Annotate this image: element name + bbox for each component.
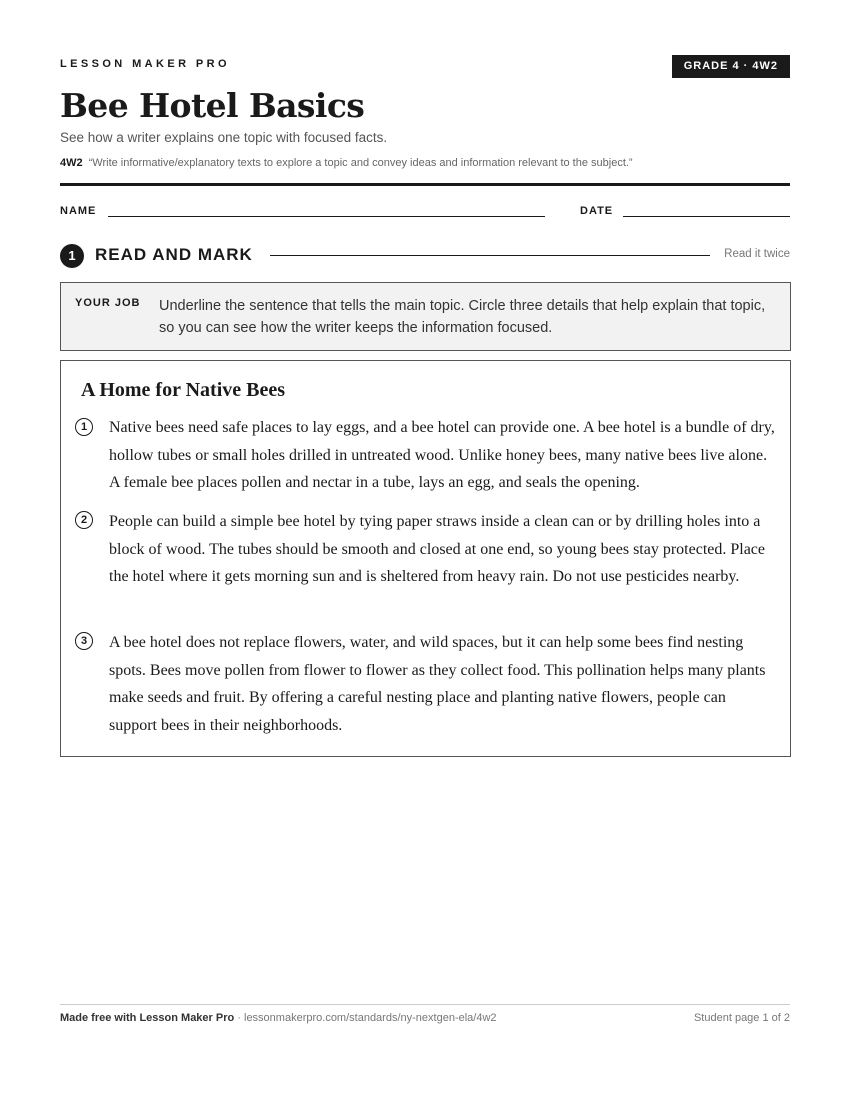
date-label: DATE — [580, 205, 614, 217]
passage-title: A Home for Native Bees — [81, 379, 286, 401]
name-label: NAME — [60, 205, 97, 217]
worksheet-subtitle: See how a writer explains one topic with focused facts. — [60, 130, 388, 145]
footer-credit — [60, 1012, 497, 1024]
instructions-box — [60, 282, 791, 351]
worksheet-title: Bee Hotel Basics — [60, 86, 365, 125]
standard-text: “Write informative/explanatory texts to explore a topic and convey ideas and information relevant to the subject.” — [88, 157, 633, 169]
instructions-text: Underline the sentence that tells the main topic. Circle three details that help explain that topic, so you can see how the writer keeps the information focused. — [159, 298, 766, 336]
footer-url[interactable]: lessonmakerpro.com/standards/ny-nextgen-ela/4w2 — [244, 1012, 497, 1024]
paragraph-1: Native bees need safe places to lay eggs, and a bee hotel can provide one. A bee hotel is a bundle of dry, hollow tubes or small holes drilled in untreated wood. Unlike honey bees, many native bees live alone. A female bee places pollen and nectar in a tube, lays an egg, and seals the opening. — [109, 419, 775, 491]
brand-name: LESSON MAKER PRO — [60, 58, 230, 70]
section-title: READ AND MARK — [95, 245, 253, 264]
section-note: Read it twice — [724, 248, 790, 260]
page-header — [60, 56, 790, 80]
footer-divider — [60, 1004, 790, 1005]
footer-page-number: Student page 1 of 2 — [693, 1012, 790, 1024]
section-rule — [270, 255, 710, 256]
header-divider — [60, 183, 790, 186]
instructions-label: YOUR JOB — [75, 297, 141, 309]
footer-separator: · — [234, 1012, 244, 1024]
reading-passage — [60, 360, 791, 757]
date-field[interactable] — [623, 216, 790, 217]
paragraph-number-3: 3 — [75, 632, 93, 650]
standard-line — [60, 157, 633, 169]
name-field[interactable] — [108, 216, 545, 217]
paragraph-number-2: 2 — [75, 511, 93, 529]
paragraph-3: A bee hotel does not replace flowers, water, and wild spaces, but it can help some bees find nesting spots. Bees move pollen from flower to flower as they collect food. This pollination helps many plants make seeds and fruit. By offering a careful nesting place and planting native flowers, people can support bees in their neighborhoods. — [109, 634, 766, 734]
grade-badge: GRADE 4 · 4W2 — [672, 55, 790, 78]
paragraph-2: People can build a simple bee hotel by tying paper straws inside a clean can or by drilling holes into a block of wood. The tubes should be smooth and closed at one end, so young bees stay protected. Place the hotel where it gets morning sun and is sheltered from heavy rain. Do not use pesticides nearby. — [109, 513, 766, 585]
paragraph-number-1: 1 — [75, 418, 93, 436]
footer-made-with: Made free with Lesson Maker Pro — [60, 1012, 235, 1024]
standard-code: 4W2 — [60, 157, 83, 169]
section-number-badge: 1 — [60, 244, 84, 268]
